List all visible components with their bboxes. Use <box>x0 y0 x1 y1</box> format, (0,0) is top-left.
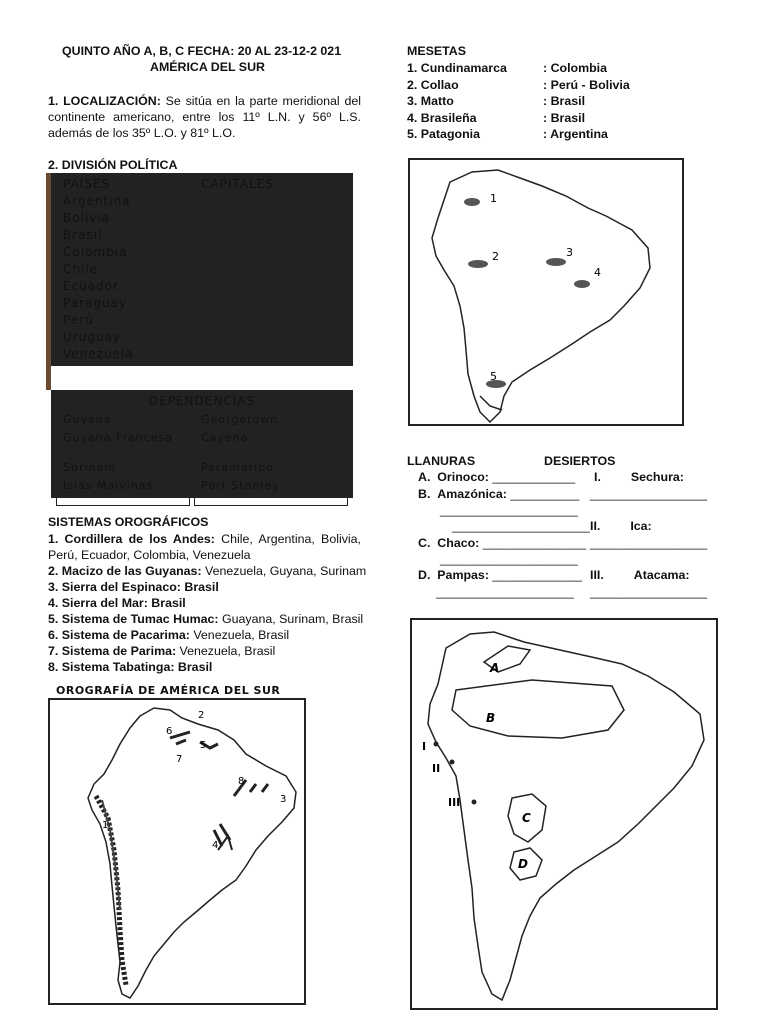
llanura-map-d: D <box>518 857 528 871</box>
dependencia-capital: Cayena <box>194 430 348 458</box>
division-title: 2. DIVISIÓN POLÍTICA <box>48 158 178 172</box>
pais-cell: Chile <box>56 261 190 277</box>
localizacion-paragraph <box>48 93 361 141</box>
desierto-map-i: I <box>422 740 427 753</box>
llanura-map-a: A <box>490 661 500 675</box>
llanura-extra-line-2[interactable]: ____________________ <box>452 519 590 533</box>
llanura-item-d <box>418 568 582 582</box>
desierto-blank-3[interactable]: _________________ <box>590 585 708 599</box>
meseta-name: 4. Brasileña <box>407 110 477 125</box>
orografico-value: Venezuela, Brasil <box>176 644 276 658</box>
meseta-label-5: 5 <box>490 370 497 383</box>
page-title: AMÉRICA DEL SUR <box>150 60 265 74</box>
capital-input[interactable] <box>194 346 348 362</box>
desierto-item-3 <box>590 568 690 582</box>
orografico-item-1 <box>48 531 361 563</box>
orograficos-title: SISTEMAS OROGRÁFICOS <box>48 515 209 529</box>
meseta-country: : Brasil <box>543 110 586 125</box>
llanura-item-b <box>418 487 579 501</box>
orografico-value: Brasil <box>174 660 213 674</box>
orografico-label: 5. Sistema de Tumac Humac: <box>48 612 219 626</box>
meseta-name: 1. Cundinamarca <box>407 61 507 75</box>
mesetas-title: MESETAS <box>407 44 466 58</box>
dependencias-header: DEPENDENCIAS <box>56 393 348 409</box>
orografico-label: 3. Sierra del Espinaco: <box>48 580 181 594</box>
answer-blank[interactable]: _____________ <box>492 568 582 582</box>
meseta-item-2 <box>407 77 647 94</box>
orografico-value: Chile, Argentina, Bolivia, Perú, Ecuador, Colombia, Venezuela <box>48 532 362 562</box>
desierto-item-2 <box>590 519 652 533</box>
capital-input[interactable] <box>194 261 348 277</box>
desierto-blank-1[interactable]: _________________ <box>590 487 708 501</box>
capital-input[interactable] <box>194 278 348 294</box>
desierto-num: III. <box>590 568 604 582</box>
llanura-item-a <box>418 470 575 484</box>
orograficos-list <box>48 531 367 675</box>
llanura-letter: A. <box>418 470 431 484</box>
answer-blank[interactable]: ____________ <box>492 470 576 484</box>
orografico-item-7 <box>48 643 361 659</box>
meseta-country: : Brasil <box>543 94 586 108</box>
orografico-item-5 <box>48 611 364 627</box>
capital-input[interactable] <box>194 227 348 243</box>
orografico-value: Brasil <box>180 580 219 594</box>
meseta-item-1 <box>407 60 647 77</box>
orografico-value: Brasil <box>147 596 186 610</box>
llanura-name: Amazónica: <box>437 487 507 501</box>
header-line-1: QUINTO AÑO A, B, C FECHA: 20 AL 23-12-2 021 <box>62 44 342 58</box>
orografico-item-3 <box>48 579 361 595</box>
meseta-item-4 <box>407 110 647 127</box>
meseta-label-3: 3 <box>566 246 573 259</box>
capital-input[interactable] <box>194 210 348 226</box>
orografia-map-title: OROGRAFÍA DE AMÉRICA DEL SUR <box>56 684 281 697</box>
llanura-name: Pampas: <box>437 568 489 582</box>
dependencia-name: Surinam <box>56 460 190 476</box>
orografico-value: Guayana, Surinam, Brasil <box>218 612 364 626</box>
capital-input[interactable] <box>194 329 348 345</box>
meseta-label-2: 2 <box>492 250 499 263</box>
desierto-name: Ica: <box>630 519 652 533</box>
meseta-name: 3. Matto <box>407 94 454 108</box>
dependencia-name: Guyana Francesa <box>56 430 190 458</box>
oro-label-8: 8 <box>238 776 245 787</box>
capital-input[interactable] <box>194 295 348 311</box>
dependencia-capital: Port Stanley <box>194 478 348 506</box>
paises-table <box>46 173 354 368</box>
llanura-name: Chaco: <box>437 536 480 550</box>
pais-cell: Argentina <box>56 193 190 209</box>
mesetas-map <box>408 158 684 426</box>
orografico-label: 8. Sistema Tabatinga: <box>48 660 175 674</box>
desierto-name: Sechura: <box>630 470 684 484</box>
orografico-item-6 <box>48 627 361 643</box>
meseta-item-3 <box>407 93 647 110</box>
pais-cell: Bolivia <box>56 210 190 226</box>
desierto-num: I. <box>594 470 601 484</box>
meseta-country: : Colombia <box>543 61 608 75</box>
south-america-outline <box>432 170 650 422</box>
orografico-value: Venezuela, Brasil <box>189 628 290 642</box>
dependencia-name: Islas Malvinas <box>56 478 190 506</box>
meseta-symbol-3 <box>546 258 566 266</box>
dependencia-capital: Georgetown <box>194 412 348 428</box>
pais-cell: Perú <box>56 312 190 328</box>
capital-input[interactable] <box>194 312 348 328</box>
meseta-symbol-4 <box>574 280 590 288</box>
pais-cell: Brasil <box>56 227 190 243</box>
capitales-header: CAPITALES <box>194 176 348 192</box>
paises-header: PAÍSES <box>56 176 190 192</box>
orografico-label: 4. Sierra del Mar: <box>48 596 148 610</box>
oro-label-5: 5 <box>200 740 207 751</box>
meseta-name: 5. Patagonia <box>407 127 480 141</box>
llanura-map-b: B <box>486 711 496 725</box>
dependencia-name: Guyana <box>56 412 190 428</box>
orografico-label: 7. Sistema de Parima: <box>48 644 177 658</box>
llanura-extra-line-4[interactable]: ____________________ <box>436 585 574 599</box>
meseta-label-1: 1 <box>490 192 497 205</box>
orografico-value: Venezuela, Guyana, Surinam <box>201 564 367 578</box>
answer-blank[interactable]: __________ <box>510 487 580 501</box>
meseta-country: : Perú - Bolivia <box>543 77 630 92</box>
oro-label-7: 7 <box>176 754 183 765</box>
answer-blank[interactable]: _______________ <box>482 536 587 550</box>
pais-cell: Ecuador <box>56 278 190 294</box>
meseta-country: : Argentina <box>543 127 608 141</box>
dependencias-table <box>46 390 354 500</box>
pais-cell: Venezuela <box>56 346 190 362</box>
capital-input[interactable] <box>194 193 348 209</box>
capital-input[interactable] <box>194 244 348 260</box>
meseta-label-4: 4 <box>594 266 601 279</box>
dependencia-capital: Paramaribo <box>194 460 348 476</box>
mesetas-list <box>407 60 647 143</box>
oro-label-6: 6 <box>166 726 173 737</box>
orografico-label: 6. Sistema de Pacarima: <box>48 628 190 642</box>
desierto-map-iii: III <box>448 796 461 809</box>
desierto-blank-2[interactable]: _________________ <box>590 536 708 550</box>
desierto-num: II. <box>590 519 601 533</box>
localizacion-text: Se sitúa en la parte meridional del continente americano, entre los 11º L.N. y 56º L.S. además de los 35º L.O. y 81º L.O. <box>48 94 362 140</box>
oro-label-4: 4 <box>212 840 219 851</box>
orografico-label: 2. Macizo de las Guyanas: <box>48 564 202 578</box>
oro-label-2: 2 <box>198 710 205 721</box>
llanura-extra-line-1[interactable]: ____________________ <box>440 503 578 517</box>
llanuras-map <box>410 618 718 1010</box>
pais-cell: Paraguay <box>56 295 190 311</box>
desierto-name: Atacama: <box>633 568 690 582</box>
pais-cell: Uruguay <box>56 329 190 345</box>
llanura-map-c: C <box>522 811 531 825</box>
orografico-item-2 <box>48 563 367 579</box>
localizacion-title: 1. LOCALIZACIÓN: <box>48 94 161 108</box>
orografico-label: 1. Cordillera de los Andes: <box>48 532 215 546</box>
llanura-item-c <box>418 536 586 550</box>
desiertos-title: DESIERTOS <box>544 454 616 468</box>
llanura-letter: C. <box>418 536 431 550</box>
llanura-letter: B. <box>418 487 431 501</box>
desierto-item-1 <box>594 470 684 484</box>
orografia-map <box>48 698 306 1005</box>
meseta-item-5 <box>407 126 647 143</box>
meseta-symbol-1 <box>464 198 480 206</box>
pais-cell: Colombia <box>56 244 190 260</box>
oro-label-1: 1 <box>102 820 109 831</box>
llanuras-title: LLANURAS <box>407 454 476 468</box>
meseta-name: 2. Collao <box>407 77 459 92</box>
llanura-region-b <box>452 680 624 738</box>
meseta-symbol-2 <box>468 260 488 268</box>
llanura-letter: D. <box>418 568 431 582</box>
oro-label-3: 3 <box>280 794 287 805</box>
desierto-map-ii: II <box>432 762 441 775</box>
orografico-item-4 <box>48 595 361 611</box>
llanura-extra-line-3[interactable]: ____________________ <box>440 552 578 566</box>
orografico-item-8 <box>48 659 361 675</box>
llanura-name: Orinoco: <box>437 470 489 484</box>
